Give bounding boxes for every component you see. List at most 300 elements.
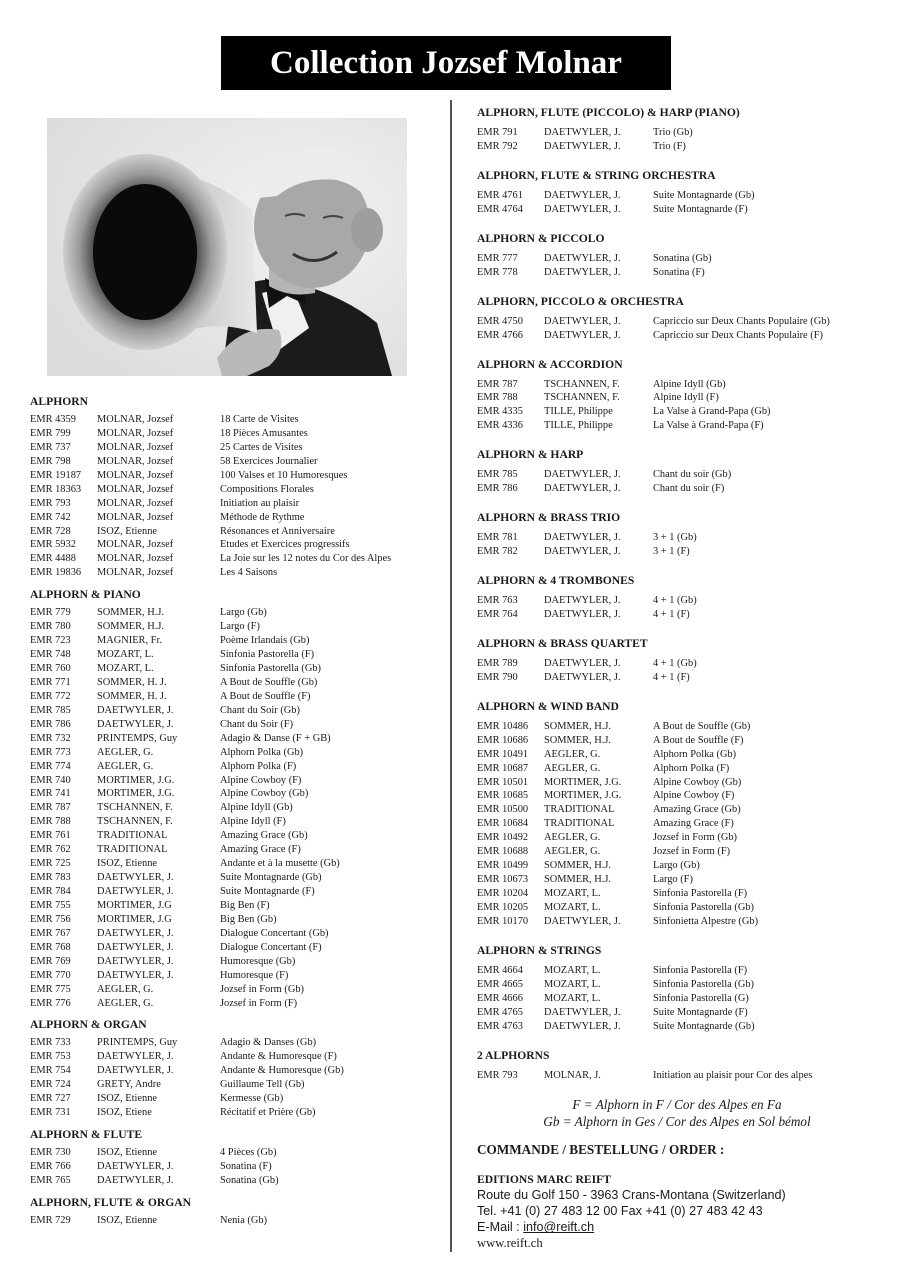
composer-name: PRINTEMPS, Guy: [97, 732, 178, 744]
catalog-row: [30, 1050, 435, 1064]
page-title: Collection Jozsef Molnar: [270, 44, 622, 81]
work-title: La Valse à Grand-Papa (F): [653, 420, 764, 432]
catalog-number: EMR 732: [30, 732, 71, 744]
composer-name: DAETWYLER, J.: [544, 671, 621, 683]
catalog-number: EMR 4761: [477, 189, 523, 201]
catalog-number: EMR 782: [477, 546, 518, 558]
work-title: 18 Carte de Visites: [220, 414, 299, 425]
catalog-row: [30, 1214, 435, 1228]
work-title: Chant du Soir (F): [220, 718, 294, 730]
work-title: Alphorn Polka (Gb): [220, 746, 304, 758]
catalog-number: EMR 18363: [30, 483, 82, 495]
catalog-number: EMR 775: [30, 983, 71, 995]
composer-name: MOLNAR, Jozsef: [97, 483, 174, 495]
composer-name: TSCHANNEN, F.: [97, 802, 173, 814]
catalog-number: EMR 10205: [477, 901, 529, 913]
work-title: 4 + 1 (F): [653, 608, 690, 620]
catalog-number: EMR 787: [477, 378, 518, 390]
section-heading: ALPHORN & BRASS QUARTET: [477, 636, 648, 650]
catalog-number: EMR 4665: [477, 978, 523, 990]
composer-name: DAETWYLER, J.: [544, 657, 621, 669]
composer-name: AEGLER, G.: [97, 983, 154, 995]
alphorn-player-photo: [47, 118, 407, 376]
composer-name: MOZART, L.: [97, 663, 154, 674]
work-title: Sonatina (Gb): [653, 252, 712, 264]
work-title: Big Ben (Gb): [220, 913, 277, 925]
catalog-number: EMR 10492: [477, 832, 529, 844]
catalog-row: [30, 760, 435, 774]
catalog-row: [30, 732, 435, 746]
catalog-row: [477, 901, 877, 915]
work-title: Sinfonia Pastorella (G): [653, 992, 749, 1004]
catalog-number: EMR 771: [30, 676, 71, 688]
catalog-number: EMR 4750: [477, 315, 523, 327]
catalog-row: [477, 189, 877, 203]
catalog-row: [30, 662, 435, 676]
composer-name: DAETWYLER, J.: [97, 1161, 174, 1172]
composer-name: ISOZ, Etienne: [97, 1147, 158, 1159]
catalog-row: [477, 594, 877, 608]
catalog-number: EMR 4766: [477, 329, 523, 341]
section-heading: 2 ALPHORNS: [477, 1048, 550, 1062]
legend-gb: Gb = Alphorn in Ges / Cor des Alpes en Sol bémol: [543, 1114, 811, 1130]
composer-name: GRETY, Andre: [97, 1079, 161, 1091]
section-heading: ALPHORN & FLUTE: [30, 1128, 143, 1142]
catalog-row: [30, 690, 435, 704]
catalog-row: [30, 1078, 435, 1092]
work-title: Chant du soir (Gb): [653, 469, 732, 481]
composer-name: PRINTEMPS, Guy: [97, 1037, 178, 1049]
catalog-row: [30, 997, 435, 1011]
catalog-number: EMR 10501: [477, 776, 529, 788]
catalog-number: EMR 772: [30, 690, 71, 702]
catalog-number: EMR 742: [30, 511, 71, 523]
catalog-row: [477, 978, 877, 992]
email-label: E-Mail :: [477, 1220, 524, 1235]
composer-name: MOZART, L.: [544, 964, 601, 976]
composer-name: DAETWYLER, J.: [97, 941, 174, 953]
catalog-row: [30, 634, 435, 648]
catalog-number: EMR 4666: [477, 992, 523, 1004]
work-title: Adagio & Danses (Gb): [220, 1037, 317, 1049]
work-title: Big Ben (F): [220, 899, 270, 911]
catalog-row: [30, 941, 435, 955]
work-title: Suite Montagnarde (Gb): [653, 1020, 755, 1032]
catalog-row: [477, 803, 877, 817]
work-title: Amazing Grace (Gb): [653, 804, 741, 816]
catalog-number: EMR 790: [477, 671, 518, 683]
composer-name: MOZART, L.: [544, 978, 601, 990]
work-title: Andante & Humoresque (Gb): [220, 1065, 344, 1077]
catalog-number: EMR 769: [30, 955, 71, 967]
catalog-number: EMR 19836: [30, 567, 82, 579]
composer-name: TRADITIONAL: [97, 844, 168, 856]
key-legend: [477, 1096, 877, 1130]
work-title: Alpine Idyll (Gb): [653, 378, 726, 390]
work-title: Guillaume Tell (Gb): [220, 1079, 305, 1091]
work-title: Largo (Gb): [220, 607, 267, 619]
work-title: Sonatina (F): [220, 1161, 272, 1172]
catalog-number: EMR 10685: [477, 790, 529, 802]
catalog-row: [30, 801, 435, 815]
work-title: A Bout de Souffle (F): [220, 690, 311, 702]
composer-name: DAETWYLER, J.: [97, 718, 174, 730]
catalog-number: EMR 786: [477, 483, 518, 495]
catalog-number: EMR 777: [477, 252, 518, 264]
work-title: Trio (F): [653, 140, 686, 152]
composer-name: DAETWYLER, J.: [544, 532, 621, 544]
catalog-row: [30, 566, 435, 580]
catalog-number: EMR 10688: [477, 846, 529, 858]
section-heading: ALPHORN & STRINGS: [477, 943, 602, 957]
catalog-row: [30, 1064, 435, 1078]
catalog-row: [477, 419, 877, 433]
catalog-row: [477, 482, 877, 496]
catalog-row: [30, 525, 435, 539]
work-title: Résonances et Anniversaire: [220, 525, 335, 537]
composer-name: DAETWYLER, J.: [97, 955, 174, 967]
composer-name: DAETWYLER, J.: [544, 315, 621, 327]
catalog-row: [30, 885, 435, 899]
catalog-row: [30, 606, 435, 620]
composer-name: DAETWYLER, J.: [97, 872, 174, 884]
catalog-number: EMR 799: [30, 427, 71, 439]
catalog-number: EMR 760: [30, 663, 71, 674]
composer-name: SOMMER, H.J.: [544, 874, 611, 886]
catalog-row: [477, 608, 877, 622]
section-heading: ALPHORN & WIND BAND: [477, 699, 619, 713]
catalog-row: [30, 620, 435, 634]
work-title: Largo (F): [220, 621, 260, 633]
catalog-row: [477, 762, 877, 776]
composer-name: DAETWYLER, J.: [544, 252, 621, 264]
work-title: Alphorn Polka (F): [220, 760, 297, 772]
catalog-number: EMR 10486: [477, 720, 529, 732]
work-title: Initiation au plaisir: [220, 497, 300, 509]
composer-name: MOLNAR, Jozsef: [97, 414, 174, 425]
work-title: Sinfonia Pastorella (Gb): [220, 663, 321, 674]
catalog-row: [477, 1069, 877, 1083]
catalog-number: EMR 723: [30, 635, 71, 647]
catalog-row: [30, 829, 435, 843]
catalog-row: [30, 899, 435, 913]
catalog-number: EMR 792: [477, 140, 518, 152]
work-title: Initiation au plaisir pour Cor des alpes: [653, 1069, 813, 1081]
catalog-row: [30, 469, 435, 483]
catalog-row: [477, 140, 877, 154]
composer-name: DAETWYLER, J.: [544, 140, 621, 152]
legend-f: F = Alphorn in F / Cor des Alpes en Fa: [572, 1097, 782, 1113]
catalog-number: EMR 763: [477, 595, 518, 606]
catalog-number: EMR 767: [30, 927, 71, 939]
catalog-number: EMR 10500: [477, 804, 529, 816]
catalog-number: EMR 764: [477, 608, 518, 620]
work-title: Sinfonia Pastorella (F): [220, 649, 315, 661]
work-title: Etudes et Exercices progressifs: [220, 539, 350, 551]
catalog-row: [30, 538, 435, 552]
work-title: Sinfonia Pastorella (Gb): [653, 978, 754, 990]
order-heading: COMMANDE / BESTELLUNG / ORDER :: [477, 1142, 725, 1158]
left-catalog-column: [30, 393, 435, 1228]
work-title: 3 + 1 (F): [653, 546, 690, 558]
catalog-row: [30, 969, 435, 983]
work-title: Andante et à la musette (Gb): [220, 858, 340, 870]
work-title: Sonatina (F): [653, 266, 705, 278]
work-title: Jozsef in Form (Gb): [220, 983, 304, 995]
work-title: Jozsef in Form (F): [220, 997, 298, 1009]
catalog-row: [477, 1006, 877, 1020]
composer-name: MOZART, L.: [544, 901, 601, 913]
catalog-row: [477, 378, 877, 392]
email-line: [477, 1219, 877, 1235]
catalog-number: EMR 793: [30, 497, 71, 509]
work-title: Capriccio sur Deux Chants Populaire (F): [653, 329, 823, 341]
catalog-row: [477, 531, 877, 545]
composer-name: TRADITIONAL: [544, 818, 615, 830]
catalog-number: EMR 787: [30, 802, 71, 814]
catalog-row: [30, 718, 435, 732]
work-title: La Joie sur les 12 notes du Cor des Alpes: [220, 553, 392, 565]
work-title: Suite Montagnarde (F): [653, 1006, 748, 1018]
catalog-number: EMR 10687: [477, 762, 529, 774]
catalog-number: EMR 10204: [477, 888, 529, 899]
work-title: Poème Irlandais (Gb): [220, 635, 310, 647]
composer-name: MOLNAR, Jozsef: [97, 427, 174, 439]
catalog-row: [30, 497, 435, 511]
catalog-number: EMR 730: [30, 1147, 71, 1159]
catalog-row: [477, 657, 877, 671]
catalog-row: [30, 413, 435, 427]
work-title: Alpine Idyll (F): [653, 392, 719, 404]
composer-name: MORTIMER, J.G.: [544, 776, 622, 788]
section-heading: ALPHORN, FLUTE & STRING ORCHESTRA: [477, 168, 716, 182]
section-heading: ALPHORN, FLUTE (PICCOLO) & HARP (PIANO): [477, 106, 740, 119]
work-title: Sinfonia Pastorella (Gb): [653, 901, 754, 913]
section-heading: ALPHORN & PICCOLO: [477, 231, 605, 245]
work-title: 18 Pièces Amusantes: [220, 427, 308, 439]
composer-name: SOMMER, H.J.: [544, 720, 611, 732]
catalog-number: EMR 5932: [30, 539, 76, 551]
composer-name: DAETWYLER, J.: [544, 1006, 621, 1018]
composer-name: AEGLER, G.: [97, 746, 154, 758]
work-title: Les 4 Saisons: [220, 567, 278, 579]
catalog-number: EMR 776: [30, 997, 71, 1009]
catalog-row: [477, 789, 877, 803]
email-link[interactable]: info@reift.ch: [523, 1220, 595, 1235]
work-title: Humoresque (F): [220, 969, 289, 981]
composer-name: DAETWYLER, J.: [97, 1174, 174, 1186]
composer-name: TILLE, Philippe: [544, 420, 613, 432]
catalog-number: EMR 779: [30, 607, 71, 619]
work-title: Largo (Gb): [653, 860, 700, 872]
composer-name: MOLNAR, Jozsef: [97, 511, 174, 523]
catalog-row: [30, 1174, 435, 1188]
work-title: Trio (Gb): [653, 127, 693, 138]
composer-name: DAETWYLER, J.: [544, 608, 621, 620]
work-title: Adagio & Danse (F + GB): [220, 732, 331, 744]
composer-name: TRADITIONAL: [97, 830, 168, 842]
catalog-row: [30, 427, 435, 441]
composer-name: DAETWYLER, J.: [544, 329, 621, 341]
composer-name: AEGLER, G.: [544, 762, 601, 774]
composer-name: MOZART, L.: [544, 992, 601, 1004]
composer-name: DAETWYLER, J.: [97, 1051, 174, 1063]
work-title: Méthode de Rythme: [220, 511, 305, 523]
catalog-row: [477, 748, 877, 762]
catalog-number: EMR 793: [477, 1069, 518, 1081]
catalog-row: [30, 787, 435, 801]
catalog-row: [477, 915, 877, 929]
publisher-address: Route du Golf 150 - 3963 Crans-Montana (Switzerland): [477, 1188, 786, 1203]
composer-name: MOLNAR, Jozsef: [97, 441, 174, 453]
work-title: La Valse à Grand-Papa (Gb): [653, 406, 771, 418]
catalog-row: [30, 648, 435, 662]
work-title: Humoresque (Gb): [220, 955, 296, 967]
section-heading: ALPHORN & 4 TROMBONES: [477, 574, 635, 587]
catalog-row: [477, 545, 877, 559]
work-title: Sinfonia Pastorella (F): [653, 888, 748, 899]
composer-name: MORTIMER, J.G: [97, 899, 172, 911]
composer-name: MOZART, L.: [544, 888, 601, 899]
work-title: 4 + 1 (F): [653, 671, 690, 683]
section-heading: ALPHORN & HARP: [477, 448, 584, 462]
catalog-row: [477, 405, 877, 419]
catalog-row: [30, 815, 435, 829]
work-title: A Bout de Souffle (Gb): [220, 676, 318, 688]
composer-name: SOMMER, H.J.: [97, 621, 164, 633]
catalog-number: EMR 762: [30, 844, 71, 856]
composer-name: MOLNAR, Jozsef: [97, 539, 174, 551]
catalog-row: [477, 992, 877, 1006]
catalog-row: [30, 983, 435, 997]
catalog-row: [477, 329, 877, 343]
catalog-number: EMR 770: [30, 969, 71, 981]
work-title: 4 Pièces (Gb): [220, 1147, 277, 1159]
catalog-row: [30, 676, 435, 690]
catalog-number: EMR 19187: [30, 469, 82, 481]
composer-name: ISOZ, Etienne: [97, 858, 158, 870]
work-title: Kermesse (Gb): [220, 1093, 284, 1105]
catalog-number: EMR 725: [30, 858, 71, 870]
composer-name: AEGLER, G.: [97, 997, 154, 1009]
catalog-row: [30, 843, 435, 857]
work-title: Amazing Grace (F): [220, 844, 301, 856]
composer-name: SOMMER, H.J.: [544, 734, 611, 746]
catalog-number: EMR 754: [30, 1065, 71, 1077]
work-title: Sonatina (Gb): [220, 1174, 279, 1186]
work-title: Amazing Grace (Gb): [220, 830, 308, 842]
composer-name: MORTIMER, J.G.: [97, 788, 175, 800]
catalog-number: EMR 4664: [477, 964, 523, 976]
catalog-row: [477, 1020, 877, 1034]
composer-name: AEGLER, G.: [544, 832, 601, 844]
catalog-row: [30, 913, 435, 927]
composer-name: ISOZ, Etienne: [97, 1214, 158, 1226]
composer-name: ISOZ, Etienne: [97, 1093, 158, 1105]
work-title: Dialogue Concertant (Gb): [220, 927, 329, 939]
catalog-row: [30, 871, 435, 885]
publisher-phone: Tel. +41 (0) 27 483 12 00 Fax +41 (0) 27 483 42 43: [477, 1204, 763, 1219]
composer-name: DAETWYLER, J.: [97, 927, 174, 939]
catalog-number: EMR 761: [30, 830, 71, 842]
work-title: 100 Valses et 10 Humoresques: [220, 469, 348, 481]
website-link[interactable]: www.reift.ch: [477, 1236, 543, 1251]
catalog-number: EMR 10684: [477, 818, 529, 830]
composer-name: SOMMER, H. J.: [97, 676, 167, 688]
work-title: Récitatif et Prière (Gb): [220, 1107, 316, 1119]
alphorn-player-photo-icon: [47, 118, 407, 376]
catalog-row: [30, 955, 435, 969]
catalog-number: EMR 4335: [477, 406, 523, 418]
work-title: Jozsef in Form (F): [653, 846, 731, 858]
work-title: Sinfonietta Alpestre (Gb): [653, 915, 759, 927]
catalog-row: [477, 671, 877, 685]
catalog-row: [30, 1106, 435, 1120]
catalog-number: EMR 10686: [477, 734, 529, 746]
composer-name: DAETWYLER, J.: [544, 595, 621, 606]
catalog-number: EMR 791: [477, 127, 518, 138]
work-title: 4 + 1 (Gb): [653, 657, 697, 669]
catalog-number: EMR 728: [30, 525, 71, 537]
composer-name: AEGLER, G.: [544, 748, 601, 760]
catalog-number: EMR 729: [30, 1214, 71, 1226]
catalog-number: EMR 733: [30, 1037, 71, 1049]
catalog-row: [30, 927, 435, 941]
work-title: Nenia (Gb): [220, 1214, 268, 1226]
section-heading: ALPHORN & ACCORDION: [477, 357, 623, 371]
work-title: Dialogue Concertant (F): [220, 941, 322, 953]
catalog-number: EMR 781: [477, 532, 518, 544]
catalog-number: EMR 10673: [477, 874, 529, 886]
catalog-number: EMR 10170: [477, 915, 529, 927]
work-title: Amazing Grace (F): [653, 818, 734, 830]
composer-name: DAETWYLER, J.: [544, 483, 621, 495]
composer-name: MOLNAR, Jozsef: [97, 567, 174, 579]
composer-name: MORTIMER, J.G.: [97, 774, 175, 786]
catalog-number: EMR 4765: [477, 1006, 523, 1018]
catalog-row: [30, 1160, 435, 1174]
catalog-number: EMR 4488: [30, 553, 76, 565]
catalog-row: [30, 441, 435, 455]
collection-title-banner: [221, 36, 671, 90]
catalog-number: EMR 786: [30, 718, 71, 730]
work-title: 3 + 1 (Gb): [653, 532, 697, 544]
composer-name: DAETWYLER, J.: [97, 1065, 174, 1077]
catalog-row: [30, 746, 435, 760]
work-title: Suite Montagnarde (F): [220, 886, 315, 897]
catalog-row: [477, 266, 877, 280]
section-heading: ALPHORN & BRASS TRIO: [477, 511, 621, 525]
catalog-number: EMR 783: [30, 872, 71, 884]
catalog-number: EMR 788: [477, 392, 518, 404]
composer-name: DAETWYLER, J.: [544, 203, 621, 215]
work-title: Largo (F): [653, 874, 693, 886]
catalog-number: EMR 737: [30, 441, 71, 453]
composer-name: ISOZ, Etiene: [97, 1107, 152, 1119]
catalog-number: EMR 740: [30, 774, 71, 786]
composer-name: MOLNAR, Jozsef: [97, 497, 174, 509]
catalog-number: EMR 10499: [477, 860, 529, 872]
column-divider: [450, 100, 452, 1252]
catalog-number: EMR 798: [30, 455, 71, 467]
composer-name: SOMMER, H.J.: [544, 860, 611, 872]
catalog-number: EMR 765: [30, 1174, 71, 1186]
composer-name: MOZART, L.: [97, 649, 154, 661]
catalog-row: [30, 511, 435, 525]
composer-name: DAETWYLER, J.: [544, 1020, 621, 1032]
work-title: Sinfonia Pastorella (F): [653, 964, 748, 976]
catalog-number: EMR 785: [477, 469, 518, 481]
